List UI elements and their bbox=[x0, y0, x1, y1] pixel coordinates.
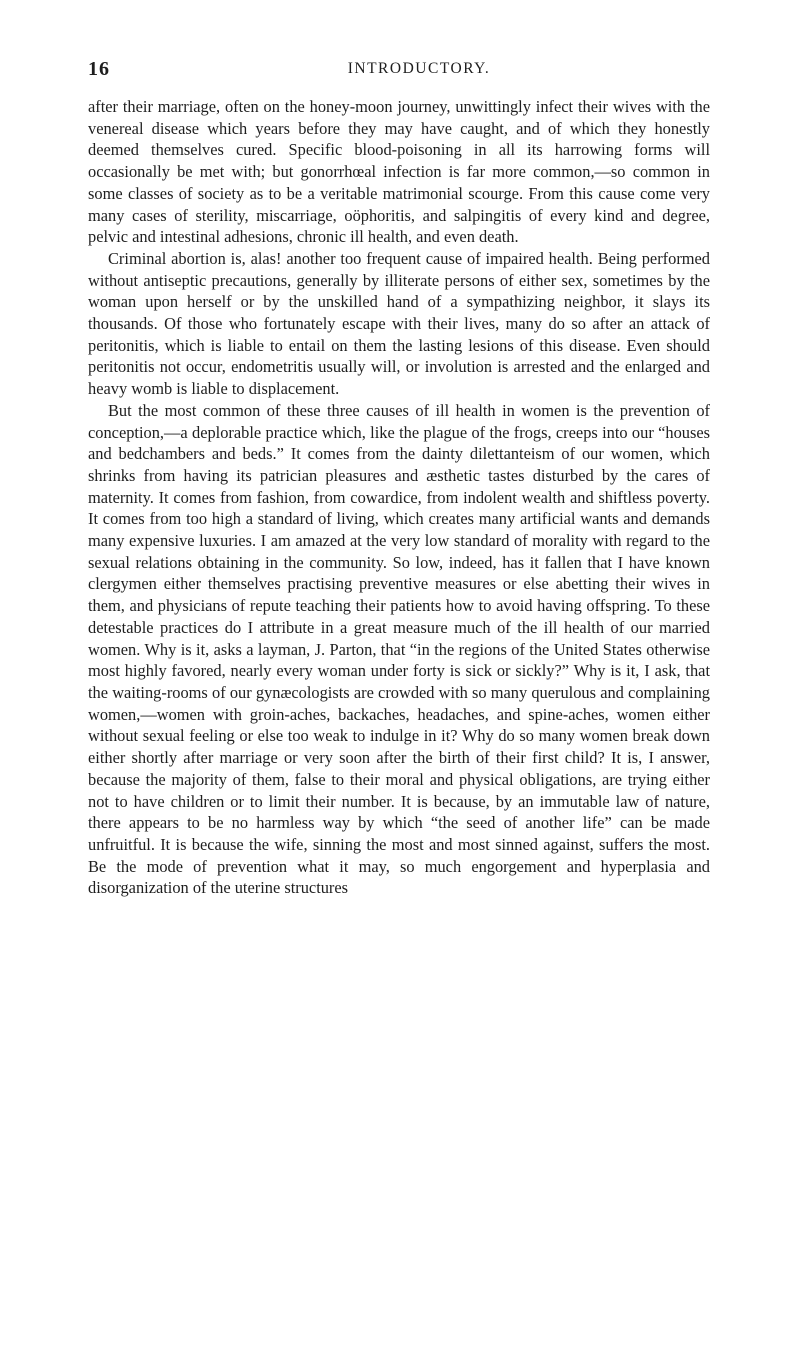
paragraph-continued: after their marriage, often on the honey-moon journey, unwittingly infect their wives with the venereal disease which years before they may have caught, and of which they honestly deemed themselves cured. Specific blood-poisoning in all its harrowing forms will occasionally be met with; but gonorrhœal infection is far more common,—so common in some classes of society as to be a veritable matrimonial scourge. From this cause come very many cases of sterility, miscarriage, oöphoritis, and salpingitis of every kind and degree, pelvic and intestinal adhesions, chronic ill health, and even death. bbox=[88, 97, 710, 247]
page-header bbox=[88, 58, 710, 82]
body-text bbox=[88, 96, 710, 899]
running-head: INTRODUCTORY. bbox=[347, 60, 491, 77]
paragraph-prevention-of-conception: But the most common of these three causes of ill health in women is the prevention of conception,—a deplorable practice which, like the plague of the frogs, creeps into our “houses and bedchambers and beds.” It comes from the dainty dilettanteism of our women, which shrinks from having its patrician pleasures and æsthetic tastes disturbed by the cares of maternity. It comes from fashion, from cowardice, from indolent wealth and shiftless poverty. It comes from too high a standard of living, which creates many artificial wants and demands many expensive luxuries. I am amazed at the very low standard of morality with regard to the sexual relations obtaining in the community. So low, indeed, has it fallen that I have known clergymen either themselves practising preventive measures or else abetting their wives in them, and physicians of repute teaching their patients how to avoid having offspring. To these detestable practices do I attribute in a great measure much of the ill health of our married women. Why is it, asks a layman, J. Parton, that “in the regions of the United States otherwise most highly favored, nearly every woman under forty is sick or sickly?” Why is it, I ask, that the waiting-rooms of our gynæcologists are crowded with so many querulous and complaining women,—women with groin-aches, backaches, headaches, and spine-aches, women either without sexual feeling or else too weak to indulge in it? Why do so many women break down either shortly after marriage or very soon after the birth of their first child? It is, I answer, because the majority of them, false to their moral and physical obligations, are trying either not to have children or to limit their number. It is because, by an immutable law of nature, there appears to be no harmless way by which “the seed of another life” can be made unfruitful. It is because the wife, sinning the most and most sinned against, suffers the most. Be the mode of prevention what it may, so much engorgement and hyperplasia and disorganization of the uterine structures bbox=[88, 400, 710, 898]
page-number: 16 bbox=[88, 58, 110, 80]
paragraph-criminal-abortion: Criminal abortion is, alas! another too frequent cause of impaired health. Being performed without antiseptic precautions, generally by illiterate persons of either sex, sometimes by the woman upon herself or by the unskilled hand of a sympathizing neighbor, it slays its thousands. Of those who fortunately escape with their lives, many do so after an attack of peritonitis, which is liable to entail on them the lasting lesions of this disease. Even should peritonitis not occur, endometritis usually will, or involution is arrested and the enlarged and heavy womb is liable to displacement. bbox=[88, 248, 710, 399]
